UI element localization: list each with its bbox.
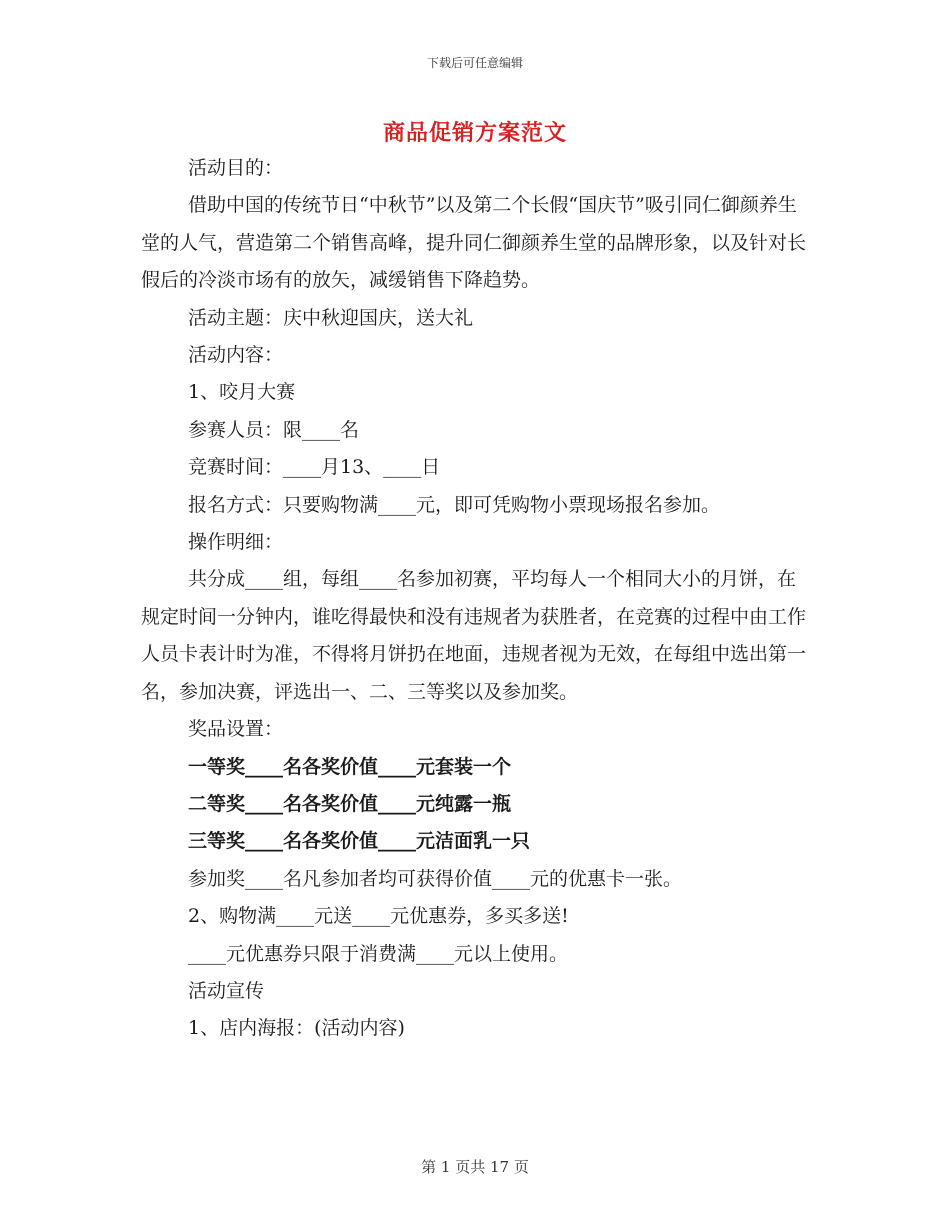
paragraph-participants: 参赛人员：限____名 [188, 418, 360, 441]
paragraph-first-prize: 一等奖____名各奖价值____元套装一个 [188, 755, 512, 778]
paragraph-operation-text: 共分成____组，每组____名参加初赛，平均每人一个相同大小的月饼，在规定时间一分钟内，谁吃得最快和没有违规者为获胜者，在竞赛的过程中由工作人员卡表计时为准，不得将月饼扔在地面，违规者视为无效，在每组中选出第一名，参加决赛，评选出一、二、三等奖以及参加奖。 [141, 568, 807, 703]
paragraph-signup: 报名方式：只要购物满____元，即可凭购物小票现场报名参加。 [188, 493, 721, 516]
paragraph-coupon-rule: ____元优惠券只限于消费满____元以上使用。 [188, 942, 569, 965]
paragraph-operation-heading: 操作明细： [188, 531, 284, 554]
paragraph-purpose-heading: 活动目的： [188, 157, 284, 179]
paragraph-promotion-heading: 活动宣传 [188, 979, 265, 1002]
document-body [141, 150, 807, 1048]
paragraph-item-1: 1、咬月大赛 [188, 381, 296, 404]
header-note: 下载后可任意编辑 [426, 56, 523, 70]
paragraph-time: 竞赛时间：____月13、____日 [188, 456, 441, 479]
paragraph-prize-heading: 奖品设置： [188, 718, 284, 741]
paragraph-second-prize: 二等奖____名各奖价值____元纯露一瓶 [188, 792, 512, 815]
document-title: 商品促销方案范文 [382, 120, 567, 146]
paragraph-third-prize: 三等奖____名各奖价值____元洁面乳一只 [188, 830, 531, 853]
paragraph-content-heading: 活动内容： [188, 344, 284, 367]
paragraph-promotion-item-1: 1、店内海报：(活动内容) [188, 1017, 405, 1040]
paragraph-purpose-text: 借助中国的传统节日“中秋节”以及第二个长假“国庆节”吸引同仁御颜养生堂的人气，营造第二个销售高峰，提升同仁御颜养生堂的品牌形象，以及针对长假后的冷淡市场有的放矢，减缓销售下降趋势。 [141, 194, 807, 292]
paragraph-item-2: 2、购物满____元送____元优惠券，多买多送! [188, 905, 569, 928]
paragraph-participation-prize: 参加奖____名凡参加者均可获得价值____元的优惠卡一张。 [188, 867, 683, 890]
paragraph-theme: 活动主题：庆中秋迎国庆，送大礼 [188, 306, 474, 329]
page-number: 第 1 页共 17 页 [421, 1158, 529, 1176]
